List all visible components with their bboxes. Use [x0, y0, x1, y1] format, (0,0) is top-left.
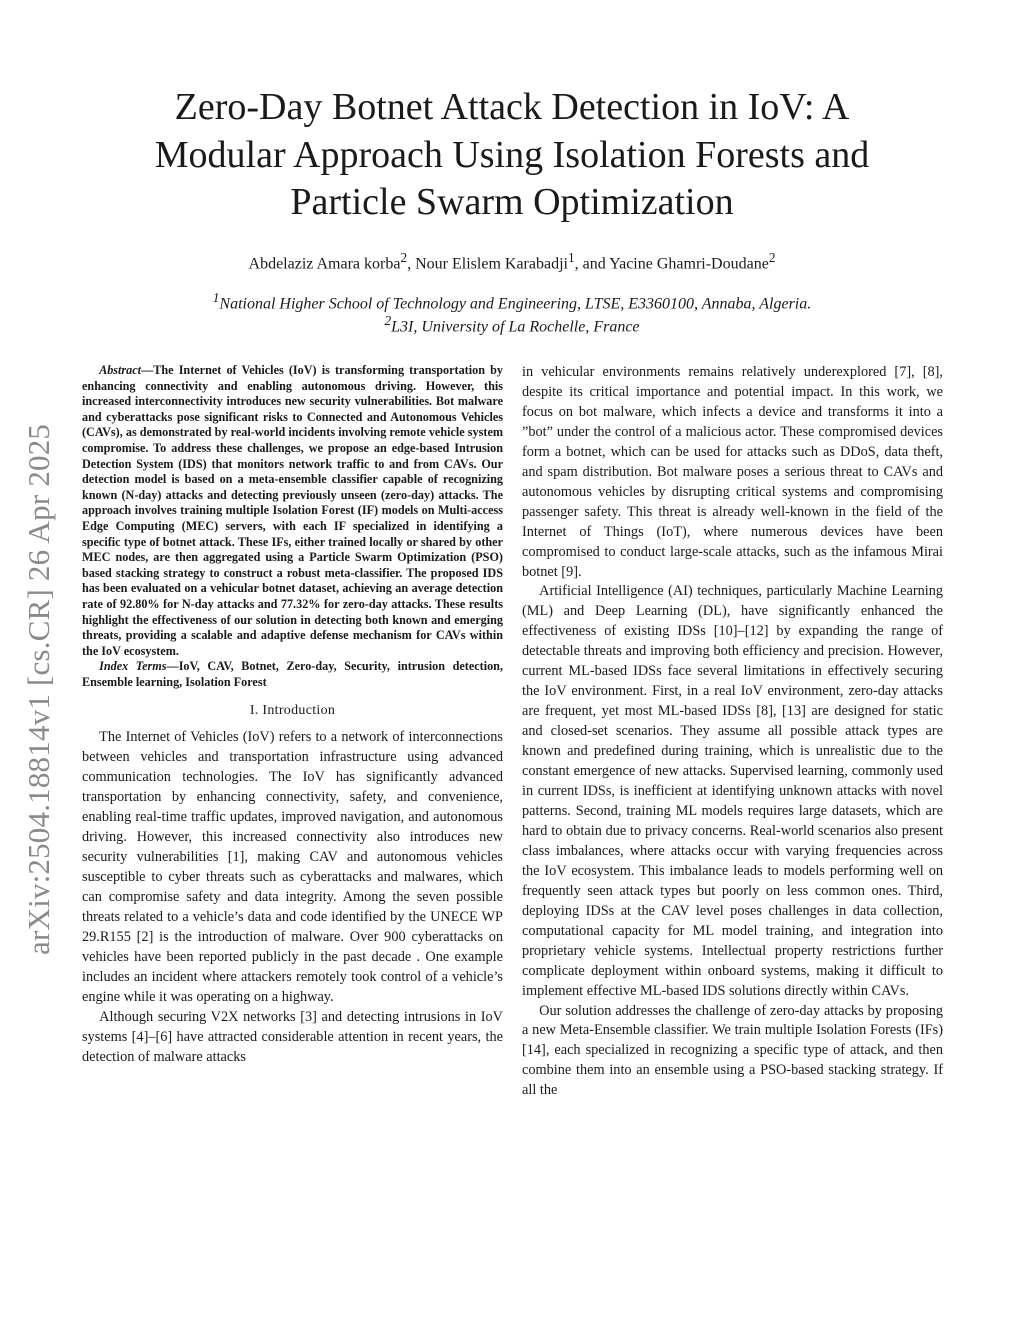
index-terms [82, 659, 503, 690]
arxiv-identifier: arXiv:2504.18814v1 [cs.CR] 26 Apr 2025 [21, 423, 56, 955]
author-2-sup: 1 [567, 250, 575, 265]
author-3-sup: 2 [768, 250, 776, 265]
abstract-label: Abstract [99, 363, 142, 377]
author-list [100, 247, 924, 275]
title-line-3: Particle Swarm Optimization [290, 181, 734, 223]
affiliation-1-text: National Higher School of Technology and Engineering, LTSE, E3360100, Annaba, Algeria. [219, 295, 812, 313]
author-3-name: , and Yacine Ghamri-Doudane [574, 255, 769, 273]
paper-title [100, 84, 924, 227]
affiliation-2-text: L3I, University of La Rochelle, France [391, 318, 640, 336]
paragraph-2: Although securing V2X networks [3] and detecting intrusions in IoV systems [4]–[6] have attracted considerable attention in recent years, the detection of malware attacks [82, 1008, 503, 1065]
paragraph-4: Artificial Intelligence (AI) techniques, particularly Machine Learning (ML) and Deep Learning (DL), have significantly enhanced the effectiveness of existing IDSs [10]–[12] by expanding the range of detectable threats and improving both efficiency and precision. However, current ML-based IDSs face several limitations in effectively securing the IoV environment. First, in a real IoV environment, zero-day attacks are frequent, yet most ML-based IDSs [8], [13] are designed for static and closed-set scenarios. They assume all possible attack types are known and predefined during training, which is unrealistic due to the constant emergence of new attacks. Supervised learning, commonly used in current IDSs, is inefficient at identifying unknown attacks with novel patterns. Second, training ML models requires large datasets, which are hard to obtain due to privacy concerns. Real-world scenarios also present class imbalances, where attacks occur with varying frequencies across the IoV ecosystem. This imbalance leads to models performing well on frequently seen attack types but poorly on less common ones. Third, deploying IDSs at the CAV level poses challenges in data collection, computational capacity for ML model training, and integration into proprietary vehicle systems. Intellectual property restrictions further complicate deployment within onboard systems, making it difficult to implement effective ML-based IDS solutions directly within CAVs. [522, 583, 943, 999]
paragraph-5: Our solution addresses the challenge of zero-day attacks by proposing a new Meta-Ensemble classifier. We train multiple Isolation Forests (IFs) [14], each specialized in recognizing a specific type of attack, and then combine them into an ensemble using a PSO-based stacking strategy. If all the [522, 1002, 943, 1099]
affiliation-2 [100, 310, 924, 338]
author-1-sup: 2 [400, 250, 408, 265]
author-1-name: Abdelaziz Amara korba [248, 255, 401, 273]
abstract [82, 363, 503, 659]
paragraph-1: The Internet of Vehicles (IoV) refers to a network of interconnections between vehicles and transportation infrastructure using advanced communication technologies. The IoV has significantly advanced transportation by enhancing connectivity, safety, and convenience, enabling real-time traffic updates, improved navigation, and autonomous driving. However, this increased connectivity also introduces new security vulnerabilities [1], making CAV and autonomous vehicles susceptible to cyber threats such as cyberattacks and malwares, which can compromise safety and data integrity. Among the seven possible threats related to a vehicle’s data and code identified by the UNECE WP 29.R155 [2] is the introduction of malware. Over 900 cyberattacks on vehicles have been reported publicly in the past decade . One example includes an incident where attackers remotely took control of a vehicle’s engine while it was operating on a highway. [82, 729, 503, 1005]
right-column [522, 363, 943, 1101]
left-column [82, 363, 503, 1068]
affiliation-1-sup: 1 [212, 290, 220, 305]
author-2-name: , Nour Elislem Karabadji [407, 255, 568, 273]
abstract-text: —The Internet of Vehicles (IoV) is transforming transportation by enhancing connectivity and enabling autonomous driving. However, this increased interconnectivity introduces new security vulnerabilities. Bot malware and cyberattacks pose significant risks to Connected and Autonomous Vehicles (CAVs), as demonstrated by real-world incidents involving remote vehicle system compromise. To address these challenges, we propose an edge-based Intrusion Detection System (IDS) that monitors network traffic to and from CAVs. Our detection model is based on a meta-ensemble classifier capable of recognizing known (N-day) attacks and detecting previously unseen (zero-day) attacks. The approach involves training multiple Isolation Forest (IF) models on Multi-access Edge Computing (MEC) servers, with each IF specialized in identifying a specific type of botnet attack. These IFs, either trained locally or shared by other MEC nodes, are then aggregated using a Particle Swarm Optimization (PSO) based stacking strategy to construct a robust meta-classifier. The proposed IDS has been evaluated on a vehicular botnet dataset, achieving an average detection rate of 92.80% for N-day attacks and 77.32% for zero-day attacks. These results highlight the effectiveness of our solution in detecting both known and emerging threats, providing a scalable and adaptive defense mechanism for CAVs within the IoV ecosystem. [82, 363, 503, 658]
affiliation-2-sup: 2 [384, 313, 392, 328]
paragraph-3: in vehicular environments remains relatively underexplored [7], [8], despite its critical importance and potential impact. In this work, we focus on bot malware, which infects a device and transforms it into a ”bot” under the control of a malicious actor. These compromised devices form a botnet, which can be used for attacks such as DDoS, data theft, and spam distribution. Bot malware poses a serious threat to CAVs and autonomous vehicles by disrupting critical systems and compromising passenger safety. This threat is already well-known in the field of the Internet of Things (IoT), where numerous devices have been compromised to conduct large-scale attacks, such as the infamous Mirai botnet [9]. [522, 364, 943, 580]
index-terms-label: Index Terms [99, 659, 167, 674]
title-line-2: Modular Approach Using Isolation Forests and [154, 133, 870, 176]
index-terms-text: —IoV, CAV, Botnet, Zero-day, Security, intrusion detection, Ensemble learning, Isolation Forest [82, 659, 503, 689]
section-heading-introduction: I. Introduction [249, 703, 336, 719]
title-line-1: Zero-Day Botnet Attack Detection in IoV: A [174, 86, 850, 128]
